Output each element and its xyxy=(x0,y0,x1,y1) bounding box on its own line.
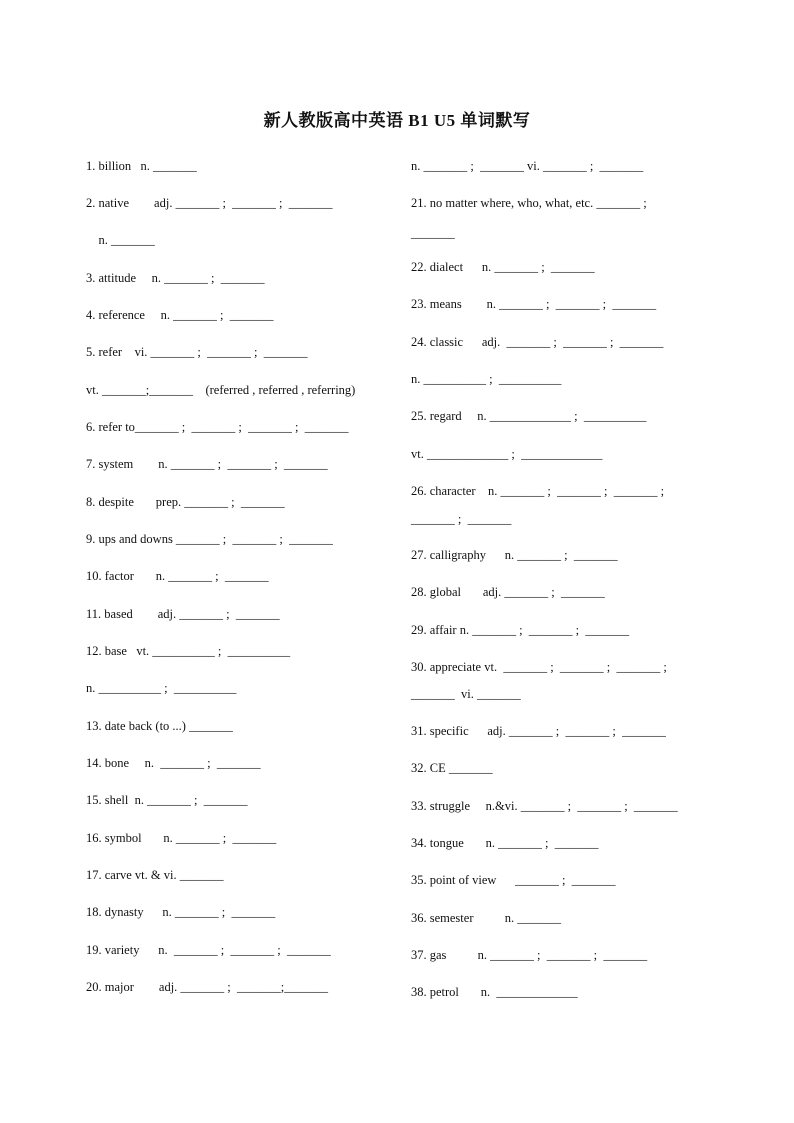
vocab-line: 31. specific adj. _______ ; _______ ; _______ xyxy=(411,724,666,738)
vocab-line: n. __________ ; __________ xyxy=(86,681,237,695)
vocab-line: vt. _____________ ; _____________ xyxy=(411,447,603,461)
vocab-line: 11. based adj. _______ ; _______ xyxy=(86,607,280,621)
vocab-line: 15. shell n. _______ ; _______ xyxy=(86,793,248,807)
vocab-line: 14. bone n. _______ ; _______ xyxy=(86,756,261,770)
vocab-line: 2. native adj. _______ ; _______ ; _______ xyxy=(86,196,333,210)
vocab-line: 18. dynasty n. _______ ; _______ xyxy=(86,905,276,919)
vocab-line: 27. calligraphy n. _______ ; _______ xyxy=(411,548,618,562)
vocab-line: 13. date back (to ...) _______ xyxy=(86,719,233,733)
vocab-line: 5. refer vi. _______ ; _______ ; _______ xyxy=(86,345,308,359)
vocab-line: 6. refer to_______ ; _______ ; _______ ; _______ xyxy=(86,420,349,434)
vocab-line: 1. billion n. _______ xyxy=(86,159,197,173)
vocab-line: _______ xyxy=(411,226,455,240)
vocab-line: 16. symbol n. _______ ; _______ xyxy=(86,831,277,845)
vocab-line: 4. reference n. _______ ; _______ xyxy=(86,308,274,322)
vocab-line: 12. base vt. __________ ; __________ xyxy=(86,644,291,658)
vocab-line: 35. point of view _______ ; _______ xyxy=(411,873,616,887)
vocab-line: n. _______ ; _______ vi. _______ ; _______ xyxy=(411,159,644,173)
page-title: 新人教版高中英语 B1 U5 单词默写 xyxy=(263,111,531,130)
vocab-line: 38. petrol n. _____________ xyxy=(411,985,578,999)
vocab-line: 36. semester n. _______ xyxy=(411,911,561,925)
vocab-line: 8. despite prep. _______ ; _______ xyxy=(86,495,285,509)
vocab-line: 3. attitude n. _______ ; _______ xyxy=(86,271,265,285)
vocab-line: vt. _______;_______ (referred , referred , referring) xyxy=(86,383,356,397)
vocab-line: 17. carve vt. & vi. _______ xyxy=(86,868,224,882)
vocab-line: 33. struggle n.&vi. _______ ; _______ ; _______ xyxy=(411,799,678,813)
vocab-line: 21. no matter where, who, what, etc. _______ ; xyxy=(411,196,647,210)
vocab-line: 30. appreciate vt. _______ ; _______ ; _______ ; xyxy=(411,660,667,674)
vocab-line: 24. classic adj. _______ ; _______ ; _______ xyxy=(411,335,664,349)
vocab-line: 20. major adj. _______ ; _______;_______ xyxy=(86,980,328,994)
vocab-line: 25. regard n. _____________ ; __________ xyxy=(411,409,647,423)
vocab-line: 29. affair n. _______ ; _______ ; _______ xyxy=(411,623,630,637)
vocab-line: 9. ups and downs _______ ; _______ ; _______ xyxy=(86,532,333,546)
vocab-line: 7. system n. _______ ; _______ ; _______ xyxy=(86,457,328,471)
vocab-line: 37. gas n. _______ ; _______ ; _______ xyxy=(411,948,648,962)
vocab-line: n. _______ xyxy=(86,233,155,247)
vocab-line: 28. global adj. _______ ; _______ xyxy=(411,585,605,599)
vocab-line: 10. factor n. _______ ; _______ xyxy=(86,569,269,583)
vocab-line: _______ ; _______ xyxy=(411,512,512,526)
vocab-line: n. __________ ; __________ xyxy=(411,372,562,386)
vocab-line: 19. variety n. _______ ; _______ ; _______ xyxy=(86,943,331,957)
vocab-line: 22. dialect n. _______ ; _______ xyxy=(411,260,595,274)
vocab-line: 32. CE _______ xyxy=(411,761,493,775)
vocab-line: _______ vi. _______ xyxy=(411,687,521,701)
vocab-line: 26. character n. _______ ; _______ ; _______ ; xyxy=(411,484,665,498)
vocab-line: 23. means n. _______ ; _______ ; _______ xyxy=(411,297,657,311)
vocab-line: 34. tongue n. _______ ; _______ xyxy=(411,836,599,850)
